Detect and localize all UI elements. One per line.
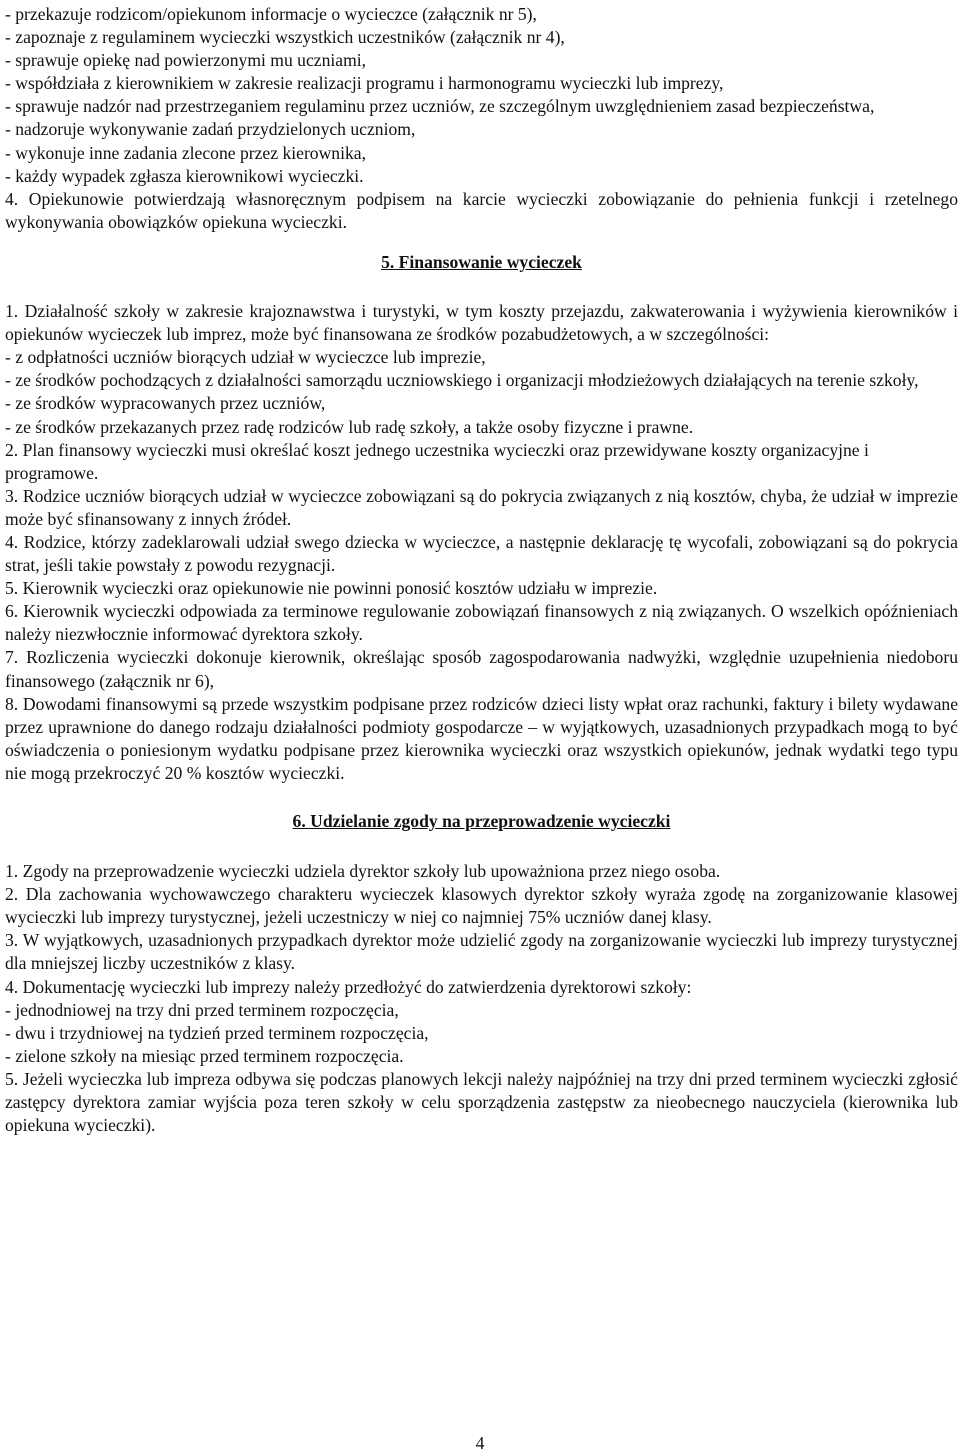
section-4-continuation [5,3,958,234]
paragraph: 5. Jeżeli wycieczka lub impreza odbywa się podczas planowych lekcji należy najpóźniej na trzy dni przed terminem wycieczki zgłosić zastępcy dyrektora zamiar wyjścia poza teren szkoły w celu sporządzenia zastępstw za nieobecnego nauczyciela (kierownika lub opiekuna wycieczki). [5,1068,958,1136]
paragraph: 6. Kierownik wycieczki odpowiada za terminowe regulowanie zobowiązań finansowych z nią związanych. O wszelkich opóźnieniach należy niezwłocznie informować dyrektora szkoły. [5,601,958,645]
section-6 [5,860,958,1137]
list-item: - nadzoruje wykonywanie zadań przydzielonych uczniom, [5,119,416,140]
list-item: - każdy wypadek zgłasza kierownikowi wycieczki. [5,165,364,186]
paragraph: 5. Kierownik wycieczki oraz opiekunowie nie powinni ponosić kosztów udziału w imprezie. [5,578,658,599]
list-item: - ze środków przekazanych przez radę rodziców lub radę szkoły, a także osoby fizyczne i prawne. [5,416,694,437]
paragraph: 7. Rozliczenia wycieczki dokonuje kierownik, określając sposób zagospodarowania nadwyżki, względnie uzupełnienia niedoboru finansowego (załącznik nr 6), [5,647,958,691]
list-item: - sprawuje opiekę nad powierzonymi mu uczniami, [5,50,367,71]
section-heading: 5. Finansowanie wycieczek [381,251,582,272]
list-item: - wykonuje inne zadania zlecone przez kierownika, [5,142,366,163]
paragraph: 3. W wyjątkowych, uzasadnionych przypadkach dyrektor może udzielić zgody na zorganizowanie wycieczki lub imprezy turystycznej dla mniejszej liczby uczestników z klasy. [5,930,958,974]
paragraph: 4. Opiekunowie potwierdzają własnoręcznym podpisem na karcie wycieczki zobowiązanie do pełnienia funkcji i rzetelnego wykonywania obowiązków opiekuna wycieczki. [5,188,958,232]
paragraph: 3. Rodzice uczniów biorących udział w wycieczce zobowiązani są do pokrycia związanych z nią kosztów, chyba, że udział w imprezie może być sfinansowany z innych źródeł. [5,485,958,529]
paragraph: 1. Działalność szkoły w zakresie krajoznawstwa i turystyki, w tym koszty przejazdu, zakwaterowania i wyżywienia kierowników i opiekunów wycieczek lub imprez, może być finansowana ze środków pozabudżetowych, a w szczególności: [5,301,958,345]
list-item: - współdziała z kierownikiem w zakresie realizacji programu i harmonogramu wycieczki lub imprezy, [5,73,724,94]
page-number: 4 [475,1433,485,1453]
section-5 [5,300,958,785]
list-item: - zapoznaje z regulaminem wycieczki wszystkich uczestników (załącznik nr 4), [5,27,565,48]
paragraph: 4. Dokumentację wycieczki lub imprezy należy przedłożyć do zatwierdzenia dyrektorowi szkoły: [5,976,692,997]
list-item: - zielone szkoły na miesiąc przed terminem rozpoczęcia. [5,1045,404,1066]
list-item: - dwu i trzydniowej na tydzień przed terminem rozpoczęcia, [5,1022,429,1043]
list-item: - z odpłatności uczniów biorących udział w wycieczce lub imprezie, [5,347,486,368]
paragraph: 2. Plan finansowy wycieczki musi określać koszt jednego uczestnika wycieczki oraz przewidywane koszty organizacyjne i programowe. [5,439,869,483]
paragraph: 8. Dowodami finansowymi są przede wszystkim podpisane przez rodziców dzieci listy wpłat oraz rachunki, faktury i bilety wydawane przez uprawnione do danego rodzaju działalności podmioty gospodarcze – w wyjątkowych, uzasadnionych przypadkach mogą to być oświadczenia o poniesionym wydatku podpisane przez kierownika wycieczki oraz wszystkich opiekunów, jednak wydatki tego typu nie mogą przekroczyć 20 % kosztów wycieczki. [5,693,958,783]
list-item: - przekazuje rodzicom/opiekunom informacje o wycieczce (załącznik nr 5), [5,4,537,24]
list-item: - ze środków pochodzących z działalności samorządu uczniowskiego i organizacji młodzieżowych działających na terenie szkoły, [5,370,919,391]
paragraph: 2. Dla zachowania wychowawczego charakteru wycieczek klasowych dyrektor szkoły wyraża zgodę na zorganizowanie klasowej wycieczki lub imprezy turystycznej, jeżeli uczestniczy w niej co najmniej 75% uczniów danej klasy. [5,884,958,928]
section-heading: 6. Udzielanie zgody na przeprowadzenie wycieczki [292,811,671,831]
list-item: - ze środków wypracowanych przez uczniów, [5,393,326,414]
paragraph: 4. Rodzice, którzy zadeklarowali udział swego dziecka w wycieczce, a następnie deklarację tę wycofali, zobowiązani są do pokrycia strat, jeśli takie powstały z powodu rezygnacji. [5,531,958,576]
document-body [5,3,958,1137]
list-item: - sprawuje nadzór nad przestrzeganiem regulaminu przez uczniów, ze szczególnym uwzględnieniem zasad bezpieczeństwa, [5,96,875,117]
list-item: - jednodniowej na trzy dni przed terminem rozpoczęcia, [5,999,399,1020]
paragraph: 1. Zgody na przeprowadzenie wycieczki udziela dyrektor szkoły lub upoważniona przez niego osoba. [5,861,721,882]
